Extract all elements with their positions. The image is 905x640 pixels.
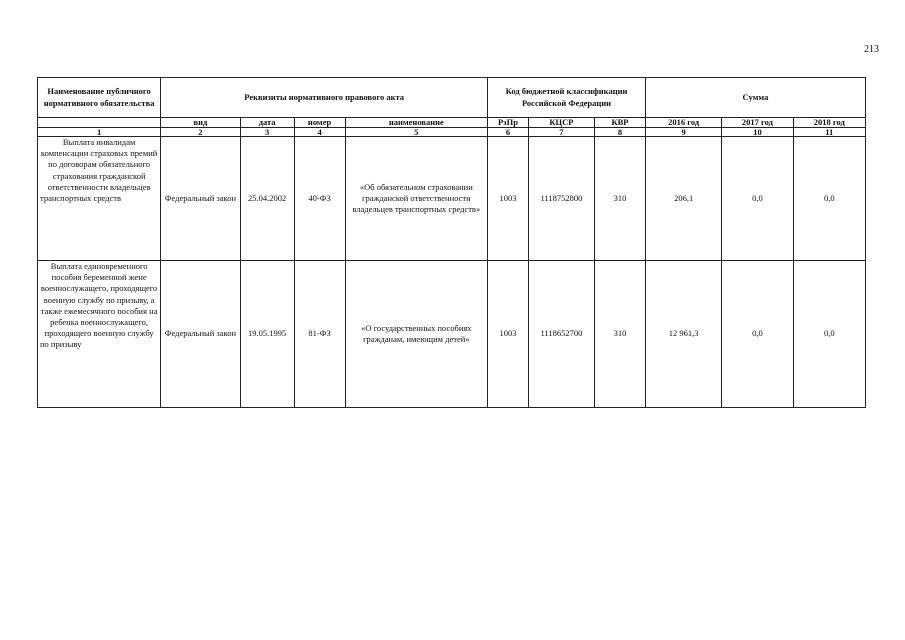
header-rzpr: РзПр: [488, 118, 529, 128]
header-kvr: КВР: [595, 118, 646, 128]
header-amount: Сумма: [645, 78, 865, 118]
header-obligation-name-cont: [38, 118, 161, 128]
column-index: 10: [722, 128, 793, 137]
act-title-cell: «О государственных пособиях гражданам, имеющим детей»: [345, 261, 488, 408]
column-index: 4: [294, 128, 345, 137]
act-date-cell: 19.05.1995: [240, 261, 294, 408]
act-title-cell: «Об обязательном страховании гражданской ответственности владельцев транспортных средств»: [345, 137, 488, 261]
header-year-2017: 2017 год: [722, 118, 793, 128]
table-row: [38, 137, 866, 261]
header-row-groups: [38, 78, 866, 118]
sum-2017-cell: 0,0: [722, 137, 793, 261]
header-act-name: наименование: [345, 118, 488, 128]
page-number: 213: [864, 44, 879, 55]
header-date: дата: [240, 118, 294, 128]
sum-2018-cell: 0,0: [793, 261, 865, 408]
table-row: [38, 261, 866, 408]
kvr-cell: 310: [595, 261, 646, 408]
header-year-2016: 2016 год: [645, 118, 721, 128]
header-obligation-name: Наименование публичного нормативного обязательства: [38, 78, 161, 118]
kcsr-cell: 1118652700: [528, 261, 594, 408]
rzpr-cell: 1003: [488, 137, 529, 261]
sum-2016-cell: 12 961,3: [645, 261, 721, 408]
column-index-row: [38, 128, 866, 137]
act-kind-cell: Федеральный закон: [161, 137, 240, 261]
kcsr-cell: 1118752800: [528, 137, 594, 261]
sum-2017-cell: 0,0: [722, 261, 793, 408]
act-number-cell: 81-ФЗ: [294, 261, 345, 408]
header-kcsr: КЦСР: [528, 118, 594, 128]
column-index: 3: [240, 128, 294, 137]
act-number-cell: 40-ФЗ: [294, 137, 345, 261]
column-index: 8: [595, 128, 646, 137]
rzpr-cell: 1003: [488, 261, 529, 408]
column-index: 6: [488, 128, 529, 137]
header-row-columns: [38, 118, 866, 128]
act-date-cell: 25.04.2002: [240, 137, 294, 261]
obligation-name-cell: Выплата единовременного пособия беременной жене военнослужащего, проходящего военную службу по призыву, а также ежемесячного пособия на ребенка военнослужащего, проходящего военную службу по призыву: [38, 261, 161, 408]
column-index: 11: [793, 128, 865, 137]
header-kind: вид: [161, 118, 240, 128]
column-index: 7: [528, 128, 594, 137]
header-budget-classification-code: Код бюджетной классификации Российской Федерации: [488, 78, 646, 118]
column-index: 1: [38, 128, 161, 137]
act-kind-cell: Федеральный закон: [161, 261, 240, 408]
sum-2018-cell: 0,0: [793, 137, 865, 261]
sum-2016-cell: 206,1: [645, 137, 721, 261]
public-obligations-table: [37, 77, 866, 408]
column-index: 5: [345, 128, 488, 137]
header-year-2018: 2018 год: [793, 118, 865, 128]
column-index: 2: [161, 128, 240, 137]
header-number: номер: [294, 118, 345, 128]
header-legal-act-details: Реквизиты нормативного правового акта: [161, 78, 488, 118]
kvr-cell: 310: [595, 137, 646, 261]
obligation-name-cell: Выплата инвалидам компенсации страховых премий по договорам обязательного страхования гражданской ответственности владельцев транспортных средств: [38, 137, 161, 261]
column-index: 9: [645, 128, 721, 137]
